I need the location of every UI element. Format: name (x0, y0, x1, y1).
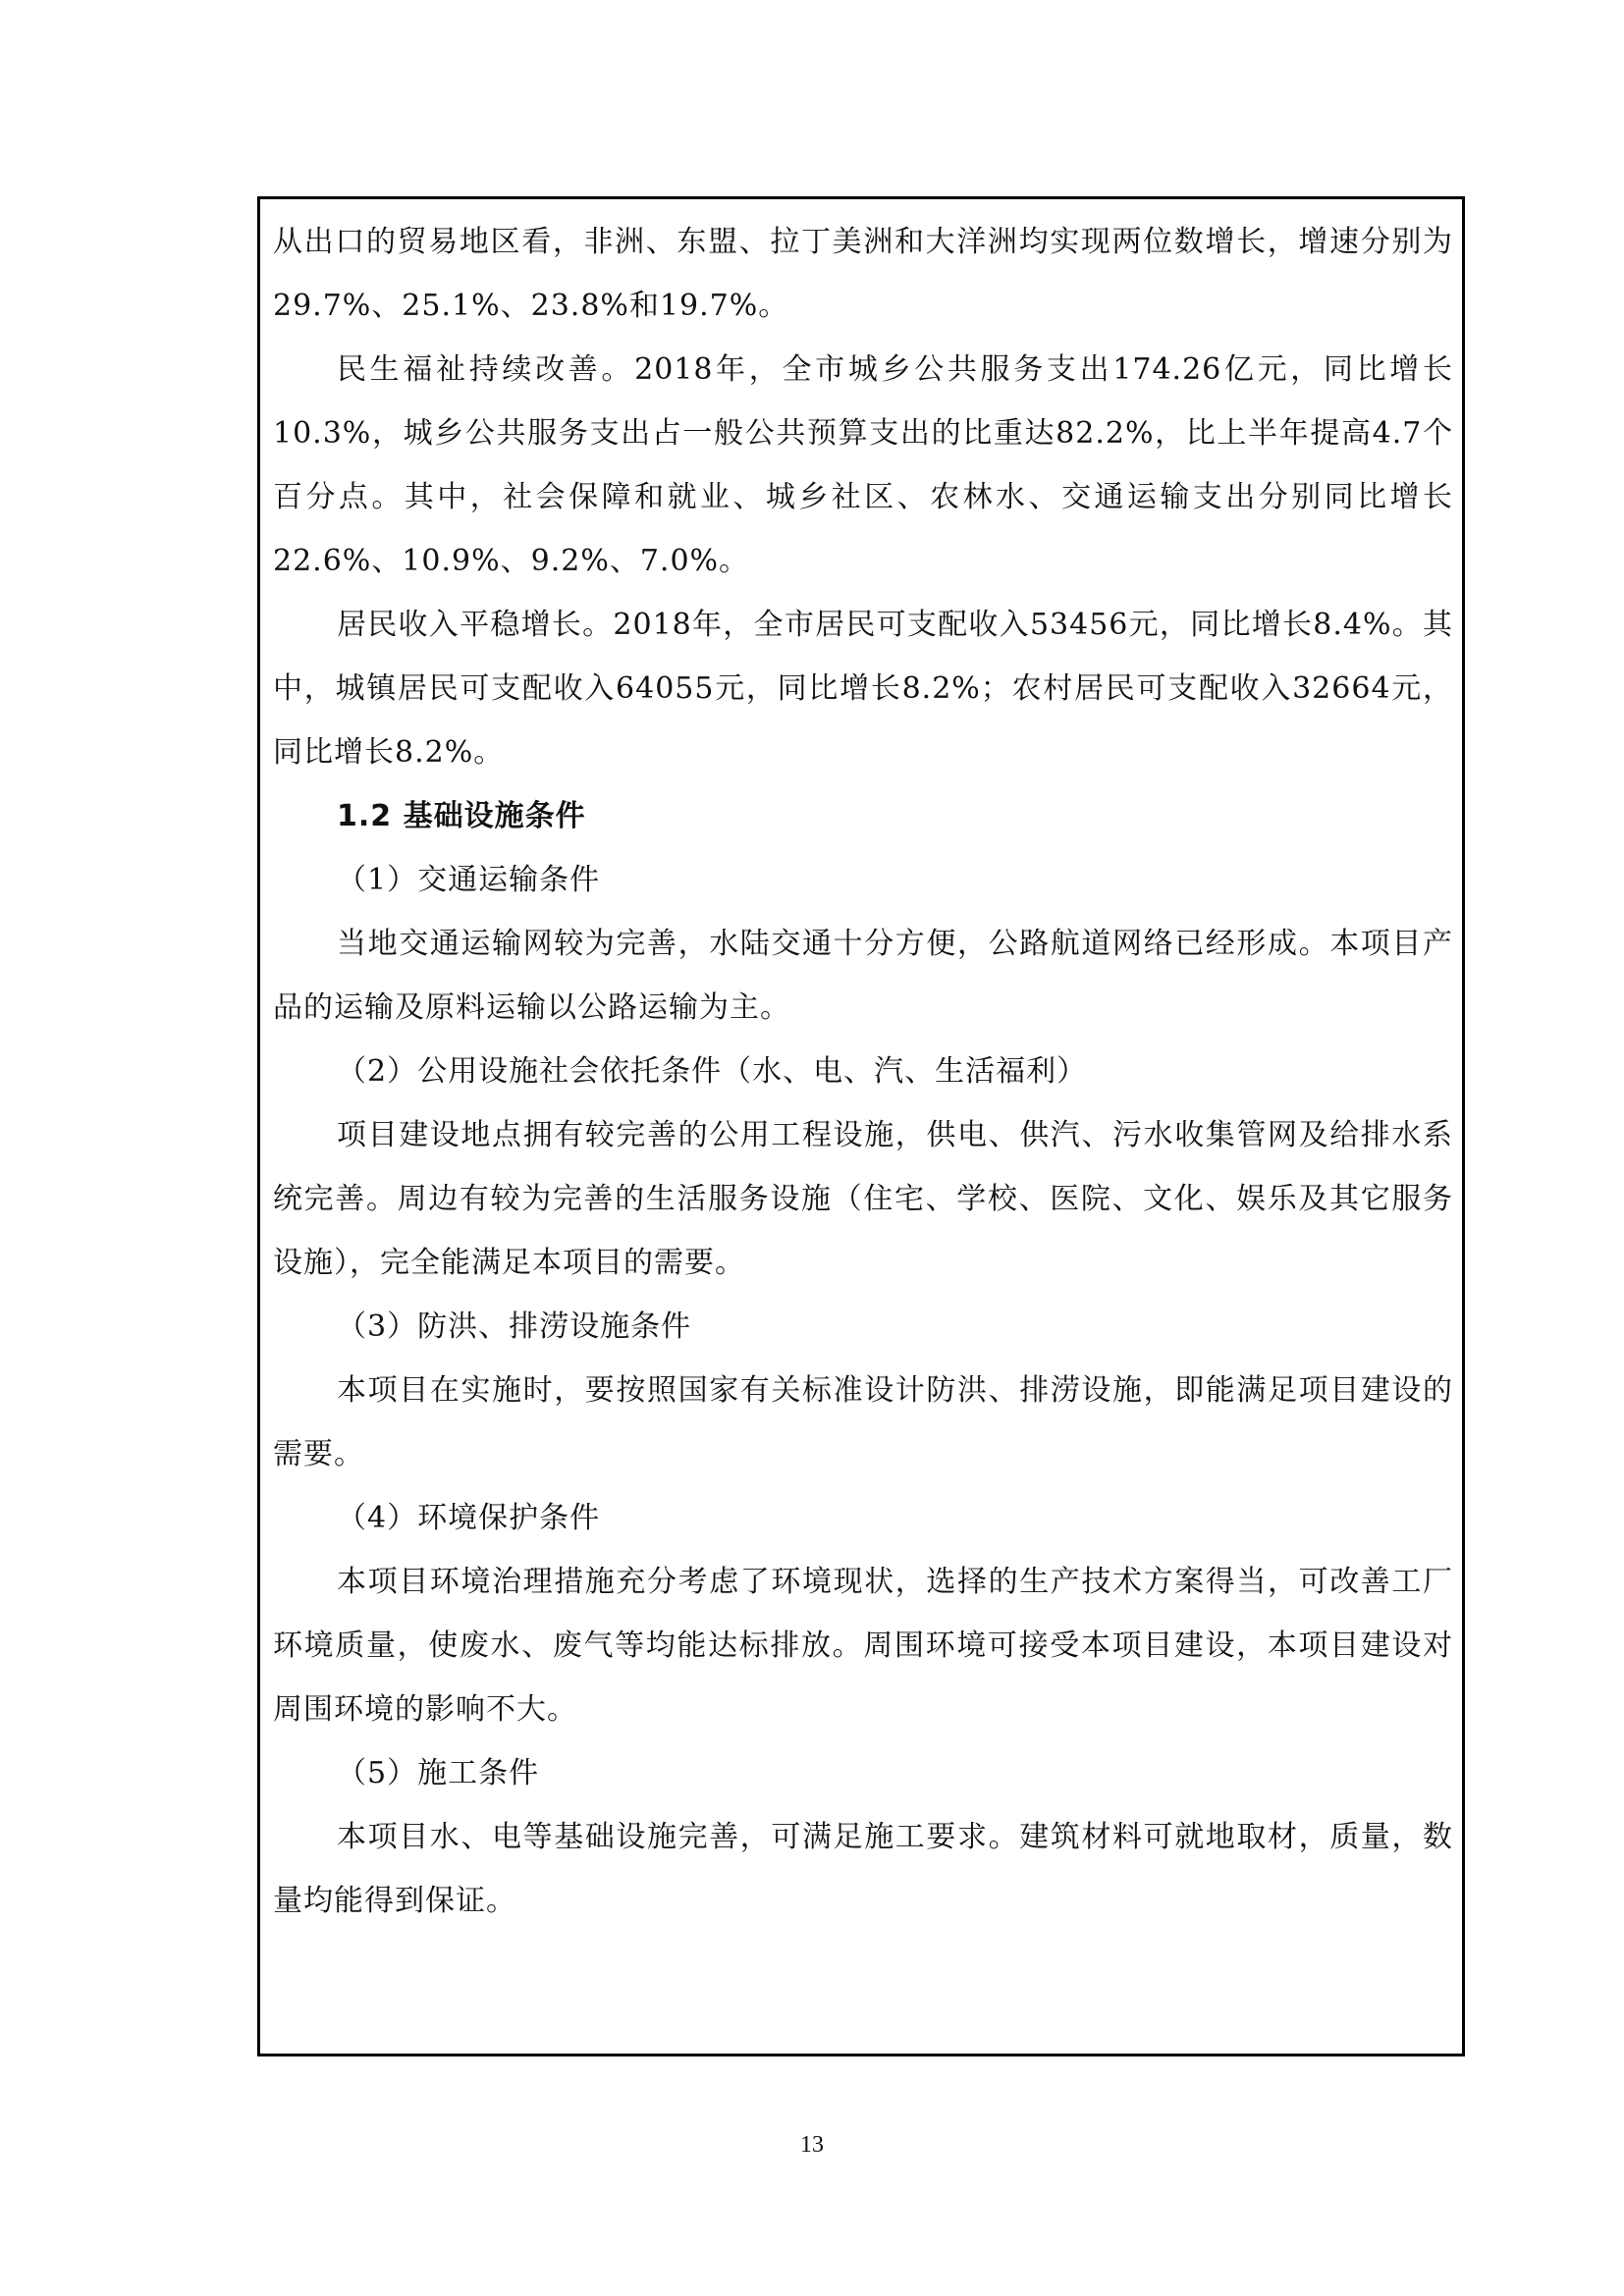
subsection-body-flood-control: 本项目在实施时，要按照国家有关标准设计防洪、排涝设施，即能满足项目建设的需要。 (273, 1373, 1453, 1471)
subsection-body-construction: 本项目水、电等基础设施完善，可满足施工要求。建筑材料可就地取材，质量，数量均能得到保证。 (273, 1820, 1453, 1918)
subsection-body-utilities: 项目建设地点拥有较完善的公用工程设施，供电、供汽、污水收集管网及给排水系统完善。周边有较为完善的生活服务设施（住宅、学校、医院、文化、娱乐及其它服务设施），完全能满足本项目的需要。 (273, 1118, 1453, 1280)
subsection-title-construction: （5）施工条件 (337, 1756, 540, 1790)
subsection-title-transport: （1）交通运输条件 (337, 863, 601, 897)
document-body (273, 210, 1453, 1933)
subsection-title-environment: （4）环境保护条件 (337, 1501, 601, 1535)
subsection-title-utilities: （2）公用设施社会依托条件（水、电、汽、生活福利） (337, 1054, 1088, 1089)
paragraph-resident-income: 居民收入平稳增长。2018年，全市居民可支配收入53456元，同比增长8.4%。其中，城镇居民可支配收入64055元，同比增长8.2%；农村居民可支配收入32664元，同比增长8.2%。 (273, 608, 1453, 770)
subsection-body-environment: 本项目环境治理措施充分考虑了环境现状，选择的生产技术方案得当，可改善工厂环境质量，使废水、废气等均能达标排放。周围环境可接受本项目建设，本项目建设对周围环境的影响不大。 (273, 1565, 1453, 1727)
subsection-body-transport: 当地交通运输网较为完善，水陆交通十分方便，公路航道网络已经形成。本项目产品的运输及原料运输以公路运输为主。 (273, 927, 1453, 1025)
page-number: 13 (800, 2132, 824, 2158)
subsection-title-flood-control: （3）防洪、排涝设施条件 (337, 1309, 692, 1344)
paragraph-public-welfare: 民生福祉持续改善。2018年，全市城乡公共服务支出174.26亿元，同比增长10.3%，城乡公共服务支出占一般公共预算支出的比重达82.2%，比上半年提高4.7个百分点。其中，社会保障和就业、城乡社区、农林水、交通运输支出分别同比增长22.6%、10.9%、9.2%、7.0%。 (273, 352, 1453, 578)
paragraph-export-regions: 从出口的贸易地区看，非洲、东盟、拉丁美洲和大洋洲均实现两位数增长，增速分别为29.7%、25.1%、23.8%和19.7%。 (273, 225, 1453, 323)
section-heading: 1.2 基础设施条件 (337, 799, 586, 833)
